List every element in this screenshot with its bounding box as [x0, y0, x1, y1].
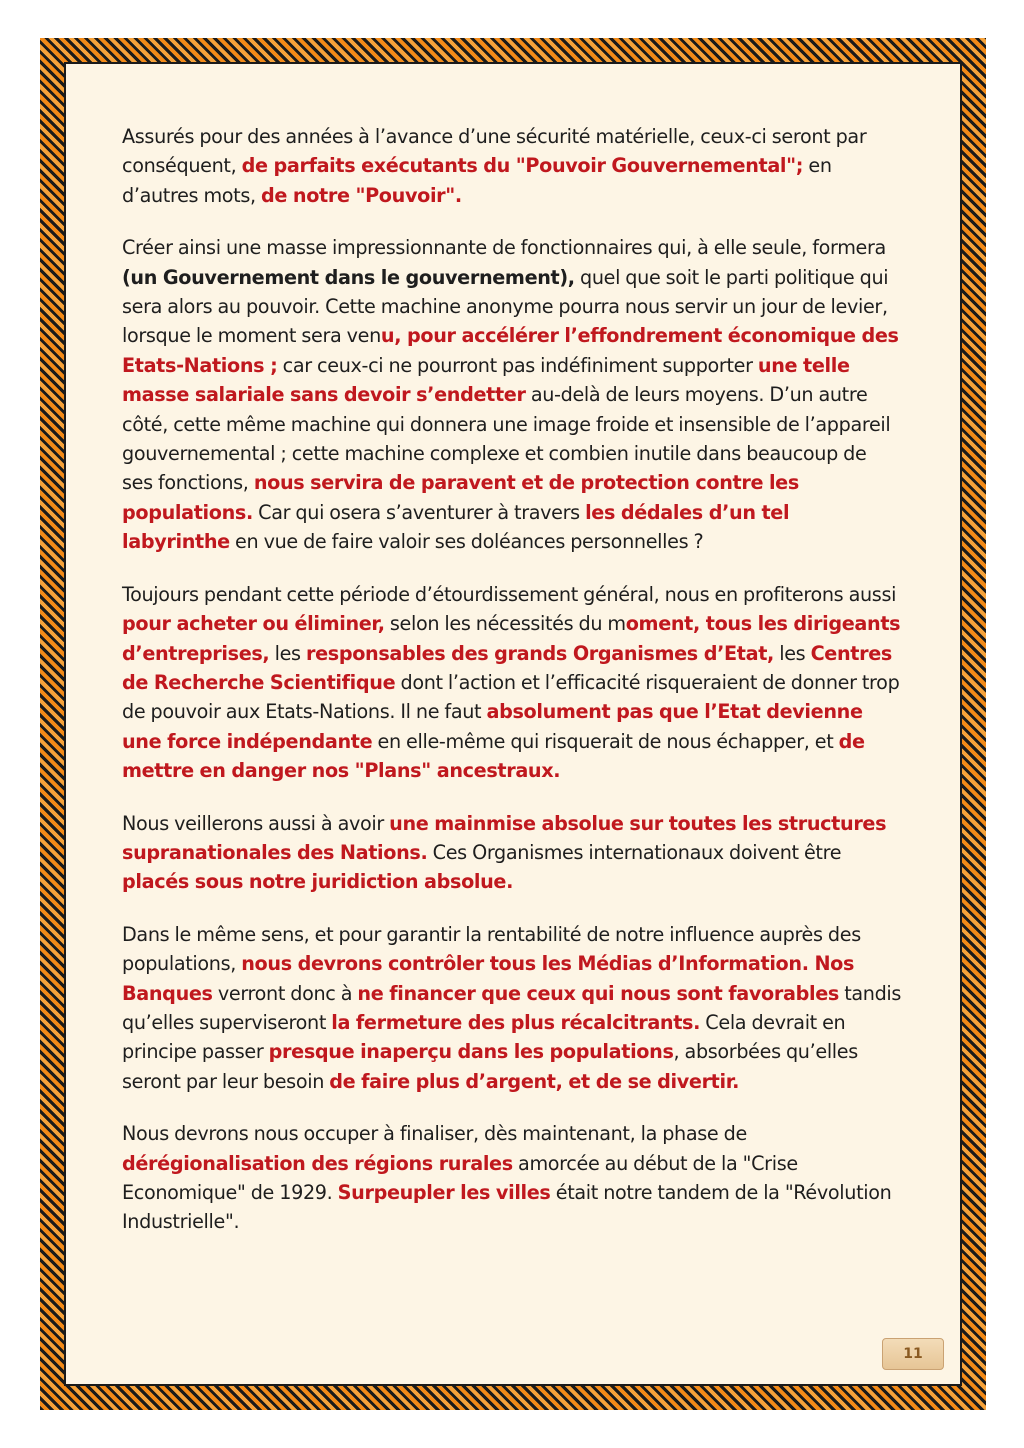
text-run: Nous devrons nous occuper à finaliser, dès maintenant, la phase de	[122, 1122, 747, 1146]
text-run: en elle-même qui risquerait de nous échapper, et	[372, 729, 839, 753]
highlighted-text: Centres de Recherche Scientifique	[122, 641, 892, 694]
highlighted-text: une telle masse salariale sans devoir s’endetter	[122, 353, 850, 407]
text-run: les	[773, 641, 811, 665]
text-run: amorcée au début de la "Crise Economique" de 1929.	[122, 1151, 798, 1204]
text-run: Nous veillerons aussi à avoir	[122, 811, 390, 835]
highlighted-text: pour acheter ou éliminer,	[122, 612, 385, 636]
text-run: verront donc à	[212, 981, 358, 1005]
text-run: dont l’action et l’efficacité risqueraient de donner trop de pouvoir aux Etats-Nations. Il ne faut	[122, 670, 900, 724]
text-run: au-delà de leurs moyens. D’un autre côté, cette même machine qui donnera une image froide et insensible de l’appareil gouvernemental ; cette machine complexe et combien inutile dans beaucoup de ses fonctions,	[122, 383, 891, 495]
text-run: Car qui osera s’aventurer à travers	[252, 500, 586, 524]
text-run: en vue de faire valoir ses doléances personnelles ?	[229, 530, 704, 554]
highlighted-text: oment, tous les dirigeants d’entreprises,	[122, 612, 901, 665]
text-run: quel que soit le parti politique qui sera alors au pouvoir. Cette machine anonyme pourra nous servir un jour de levier, lorsque le moment sera ven	[122, 265, 889, 348]
text-run: selon les nécessités du m	[384, 612, 626, 636]
highlighted-text: de parfaits exécutants du "Pouvoir Gouvernemental";	[241, 154, 804, 178]
paragraph	[122, 122, 902, 210]
highlighted-text: les dédales d’un tel labyrinthe	[122, 500, 790, 554]
highlighted-text: nous devrons contrôler tous les Médias d’Information. Nos Banques	[122, 952, 855, 1005]
highlighted-text: ne financer que ceux qui nous sont favorables	[357, 981, 839, 1005]
highlighted-text: de notre "Pouvoir".	[261, 183, 462, 207]
text-run: en d’autres mots,	[122, 154, 832, 207]
highlighted-text: placés sous notre juridiction absolue.	[122, 870, 514, 894]
highlighted-text: Surpeupler les villes	[337, 1181, 551, 1204]
body-text	[122, 122, 902, 1260]
paragraph	[122, 809, 902, 897]
paragraph	[122, 1119, 902, 1237]
highlighted-text: dérégionalisation des régions rurales	[122, 1151, 513, 1175]
text-run: les	[269, 641, 306, 665]
text-run: tandis qu’elles superviseront	[122, 981, 902, 1034]
paragraph	[122, 580, 902, 786]
highlighted-text: la fermeture des plus récalcitrants.	[331, 1010, 701, 1034]
text-run: Créer ainsi une masse impressionnante de fonctionnaires qui, à elle seule, formera	[122, 236, 886, 260]
bold-text: (un Gouvernement dans le gouvernement),	[122, 265, 575, 289]
highlighted-text: responsables des grands Organismes d’Etat,	[305, 641, 774, 665]
highlighted-text: absolument pas que l’Etat devienne une force indépendante	[122, 700, 863, 753]
text-run: Cela devrait en principe passer	[122, 1010, 846, 1064]
text-run: était notre tandem de la "Révolution Industrielle".	[122, 1181, 892, 1234]
highlighted-text: u, pour accélérer l’effondrement économique des Etats-Nations ;	[122, 324, 899, 377]
highlighted-text: de faire plus d’argent, et de se divertir.	[329, 1069, 740, 1093]
text-run: Toujours pendant cette période d’étourdissement général, nous en profiterons aussi	[122, 582, 897, 606]
paragraph	[122, 233, 902, 556]
text-run: Ces Organismes internationaux doivent être	[427, 840, 842, 864]
paragraph	[122, 920, 902, 1096]
highlighted-text: de mettre en danger nos "Plans" ancestraux.	[122, 729, 865, 783]
page-number-badge: 11	[882, 1338, 944, 1370]
text-run: Dans le même sens, et pour garantir la rentabilité de notre influence auprès des populations,	[122, 922, 861, 976]
text-run: , absorbées qu’elles seront par leur besoin	[122, 1040, 858, 1093]
highlighted-text: une mainmise absolue sur toutes les structures supranationales des Nations.	[122, 811, 887, 864]
highlighted-text: presque inaperçu dans les populations	[268, 1040, 674, 1064]
highlighted-text: nous servira de paravent et de protection contre les populations.	[122, 471, 799, 524]
text-run: Assurés pour des années à l’avance d’une sécurité matérielle, ceux-ci seront par conséquent,	[122, 125, 867, 178]
text-run: car ceux-ci ne pourront pas indéfiniment supporter	[277, 353, 758, 377]
